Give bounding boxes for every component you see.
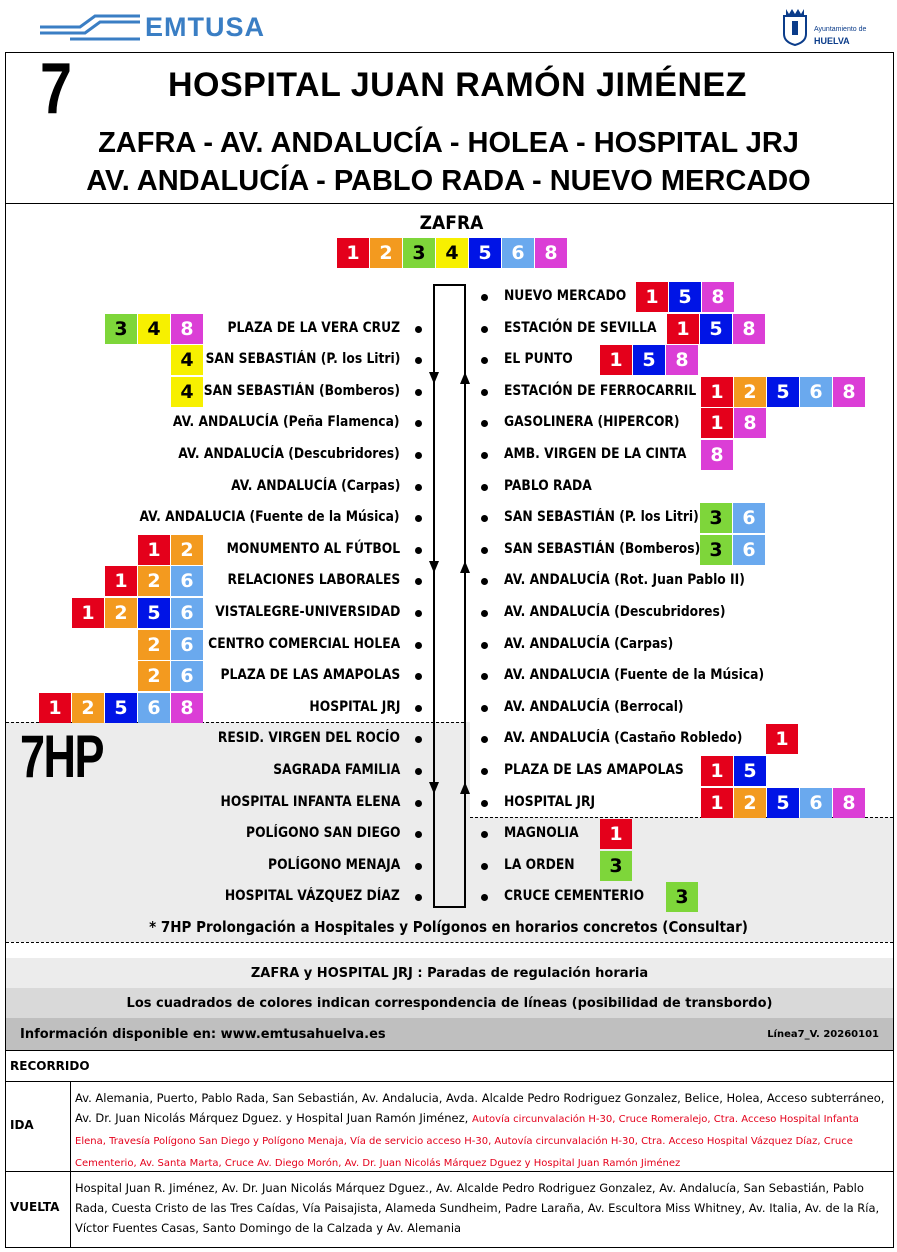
header-separator <box>5 203 894 204</box>
line-badge-8: 8 <box>535 238 567 268</box>
ida-arrow-icon <box>429 372 439 384</box>
ida-stop-name: HOSPITAL VÁZQUEZ DÍAZ <box>225 888 400 905</box>
line-badge-5: 5 <box>633 345 665 375</box>
extension-label: 7HP <box>20 723 104 790</box>
line-badge-6: 6 <box>800 788 832 818</box>
line-badge-2: 2 <box>734 377 766 407</box>
ida-stop-name: CENTRO COMERCIAL HOLEA <box>208 635 400 652</box>
line-badge-4: 4 <box>138 314 170 344</box>
line-badge-1: 1 <box>766 724 798 754</box>
line-badge-1: 1 <box>105 566 137 596</box>
line-badge-5: 5 <box>669 282 701 312</box>
vuelta-stop-name: PLAZA DE LAS AMAPOLAS <box>504 762 684 778</box>
squares-note: Los cuadrados de colores indican correspondencia de líneas (posibilidad de transbordo) <box>6 988 893 1018</box>
line-badge-2: 2 <box>734 788 766 818</box>
vuelta-stop-dot <box>481 610 488 617</box>
line-badge-5: 5 <box>767 377 799 407</box>
line-badge-8: 8 <box>833 788 865 818</box>
ida-route-main: Av. Alemania, Puerto, Pablo Rada, San Sebastián, Av. Andalucia, Avda. Alcalde Pedro Rodriguez Gonzalez, Belice, Holea, Acceso subterráneo, Av. Dr. Juan Nicolás Márquez Dguez. y Hospital Juan Ramón Jiménez, <box>75 1091 885 1125</box>
vuelta-stop-name: SAN SEBASTIÁN (P. los Litri) <box>504 509 699 526</box>
brand-name: EMTUSA <box>145 12 265 42</box>
line-badge-8: 8 <box>833 377 865 407</box>
line-badge-3: 3 <box>403 238 435 268</box>
route-loop-top <box>433 284 466 286</box>
line-badge-8: 8 <box>702 282 734 312</box>
vuelta-label: VUELTA <box>10 1200 60 1214</box>
ida-stop-name: HOSPITAL INFANTA ELENA <box>220 793 400 810</box>
extension-note: * 7HP Prolongación a Hospitales y Polígonos en horarios concretos (Consultar) <box>149 918 748 936</box>
line-badge-6: 6 <box>171 598 203 628</box>
vuelta-stop-dot <box>481 768 488 775</box>
ida-route-text <box>75 1088 885 1174</box>
website-info: Información disponible en: www.emtusahuelva.es <box>20 1026 386 1042</box>
version-label: Línea7_V. 20260101 <box>767 1028 879 1040</box>
ida-stop-name: AV. ANDALUCÍA (Descubridores) <box>178 446 400 462</box>
vuelta-stop-name: AV. ANDALUCÍA (Rot. Juan Pablo II) <box>504 572 745 589</box>
line-badge-1: 1 <box>701 756 733 786</box>
line-title: HOSPITAL JUAN RAMÓN JIMÉNEZ <box>168 66 747 104</box>
ida-stop-dot <box>415 484 422 491</box>
ida-arrow-icon <box>429 782 439 794</box>
line-badge-3: 3 <box>666 882 698 912</box>
ida-stop-name: POLÍGONO MENAJA <box>267 856 400 873</box>
line-badge-5: 5 <box>767 788 799 818</box>
ida-stop-name: AV. ANDALUCIA (Fuente de la Música) <box>139 509 400 526</box>
vuelta-stop-name: CRUCE CEMENTERIO <box>504 888 645 905</box>
line-badge-3: 3 <box>700 503 732 533</box>
ida-stop-name: SAGRADA FAMILIA <box>273 762 400 778</box>
ida-stop-name: MONUMENTO AL FÚTBOL <box>226 540 400 557</box>
vuelta-stop-name: MAGNOLIA <box>504 825 579 842</box>
line-badge-1: 1 <box>667 314 699 344</box>
regulation-note: ZAFRA y HOSPITAL JRJ : Paradas de regulación horaria <box>6 958 893 988</box>
emtusa-logo <box>40 12 140 42</box>
vuelta-stop-name: LA ORDEN <box>504 856 575 873</box>
ida-stop-name: HOSPITAL JRJ <box>308 698 400 715</box>
ida-stop-dot <box>415 768 422 775</box>
vuelta-stop-dot <box>481 547 488 554</box>
line-badge-6: 6 <box>733 503 765 533</box>
line-badge-2: 2 <box>138 661 170 691</box>
line-badge-2: 2 <box>138 630 170 660</box>
line-badge-5: 5 <box>734 756 766 786</box>
vuelta-stop-name: HOSPITAL JRJ <box>504 793 596 810</box>
line-badge-1: 1 <box>636 282 668 312</box>
line-badge-1: 1 <box>138 535 170 565</box>
vuelta-stop-name: AV. ANDALUCÍA (Berrocal) <box>504 698 684 715</box>
line-badge-8: 8 <box>171 693 203 723</box>
vuelta-stop-dot <box>481 484 488 491</box>
line-badge-4: 4 <box>171 377 203 407</box>
vuelta-stop-dot <box>481 705 488 712</box>
ida-stop-name: VISTALEGRE-UNIVERSIDAD <box>214 604 400 620</box>
line-badge-6: 6 <box>171 630 203 660</box>
ida-stop-dot <box>415 452 422 459</box>
vuelta-stop-dot <box>481 326 488 333</box>
vuelta-stop-name: ESTACIÓN DE FERROCARRIL <box>504 382 697 399</box>
line-badge-2: 2 <box>138 566 170 596</box>
line-badge-8: 8 <box>733 314 765 344</box>
ida-stop-dot <box>415 642 422 649</box>
line-badge-4: 4 <box>171 345 203 375</box>
line-badge-1: 1 <box>72 598 104 628</box>
ida-stop-dot <box>415 863 422 870</box>
line-badge-1: 1 <box>701 788 733 818</box>
line-badge-6: 6 <box>171 566 203 596</box>
line-badge-5: 5 <box>138 598 170 628</box>
ida-stop-dot <box>415 610 422 617</box>
ida-label: IDA <box>10 1118 34 1132</box>
city-name: HUELVA <box>814 36 850 46</box>
line-badge-2: 2 <box>72 693 104 723</box>
line-badge-1: 1 <box>600 345 632 375</box>
line-badge-2: 2 <box>370 238 402 268</box>
table-row-border <box>6 1171 893 1172</box>
vuelta-stop-dot <box>481 294 488 301</box>
ida-stop-dot <box>415 326 422 333</box>
vuelta-arrow-icon <box>460 561 470 573</box>
line-badge-6: 6 <box>800 377 832 407</box>
ida-stop-dot <box>415 705 422 712</box>
vuelta-stop-dot <box>481 800 488 807</box>
recorrido-heading: RECORRIDO <box>10 1059 90 1073</box>
line-badge-6: 6 <box>733 535 765 565</box>
line-badge-2: 2 <box>171 535 203 565</box>
line-badge-6: 6 <box>138 693 170 723</box>
vuelta-stop-dot <box>481 642 488 649</box>
terminus-name: ZAFRA <box>419 212 484 234</box>
line-badge-4: 4 <box>436 238 468 268</box>
vuelta-stop-name: GASOLINERA (HIPERCOR) <box>504 414 680 431</box>
ida-stop-name: RESID. VIRGEN DEL ROCÍO <box>217 730 400 747</box>
vuelta-stop-name: EL PUNTO <box>504 351 573 368</box>
line-badge-8: 8 <box>666 345 698 375</box>
vuelta-stop-dot <box>481 452 488 459</box>
table-col-border <box>70 1081 71 1248</box>
line-badge-6: 6 <box>171 661 203 691</box>
city-shield-icon <box>780 6 810 46</box>
ida-stop-name: AV. ANDALUCÍA (Peña Flamenca) <box>173 414 400 431</box>
line-badge-8: 8 <box>734 408 766 438</box>
ida-stop-name: SAN SEBASTIÁN (Bomberos) <box>203 382 400 399</box>
line-badge-8: 8 <box>701 440 733 470</box>
vuelta-stop-name: NUEVO MERCADO <box>504 288 627 304</box>
table-row-border <box>6 1081 893 1082</box>
line-badge-5: 5 <box>469 238 501 268</box>
line-badge-1: 1 <box>337 238 369 268</box>
vuelta-arrow-icon <box>460 372 470 384</box>
line-badge-5: 5 <box>105 693 137 723</box>
ida-route-extension: Autovía circunvalación H-30, Cruce Romeralejo, Ctra. Acceso Hospital Infanta Elena, Travesía Polígono San Diego y Polígono Menaja, Vía de servicio acceso H-30, Autovía circunvalación H-30, Ctra. Acceso Hospital Vázquez Díaz, Cruce Cementerio, Av. Santa Marta, Cruce Av. Diego Morón, Av. Dr. Juan Nicolás Márquez Dguez y Hospital Juan Ramón Jiménez <box>75 1114 859 1169</box>
route-line-2: AV. ANDALUCÍA - PABLO RADA - NUEVO MERCADO <box>86 165 811 197</box>
route-line-1: ZAFRA - AV. ANDALUCÍA - HOLEA - HOSPITAL JRJ <box>98 127 799 159</box>
line-badge-5: 5 <box>700 314 732 344</box>
ida-stop-name: POLÍGONO SAN DIEGO <box>245 825 400 842</box>
ida-stop-name: PLAZA DE LA VERA CRUZ <box>227 319 400 336</box>
line-badge-2: 2 <box>105 598 137 628</box>
ida-arrow-icon <box>429 561 439 573</box>
city-caption: Ayuntamiento de <box>814 26 867 33</box>
vuelta-stop-name: AMB. VIRGEN DE LA CINTA <box>504 446 687 462</box>
vuelta-arrow-icon <box>460 782 470 794</box>
line-badge-3: 3 <box>105 314 137 344</box>
line-badge-3: 3 <box>600 851 632 881</box>
line-badge-1: 1 <box>600 819 632 849</box>
vuelta-stop-name: AV. ANDALUCÍA (Carpas) <box>504 635 674 652</box>
line-badge-1: 1 <box>701 377 733 407</box>
info-band <box>6 1018 893 1050</box>
route-loop-bottom <box>433 906 466 908</box>
line-badge-8: 8 <box>171 314 203 344</box>
ida-stop-dot <box>415 800 422 807</box>
vuelta-stop-name: AV. ANDALUCIA (Fuente de la Música) <box>504 667 765 684</box>
vuelta-stop-name: AV. ANDALUCÍA (Castaño Robledo) <box>504 730 743 747</box>
vuelta-stop-name: ESTACIÓN DE SEVILLA <box>504 319 657 336</box>
vuelta-route-text: Hospital Juan R. Jiménez, Av. Dr. Juan Nicolás Márquez Dguez., Av. Alcalde Pedro Rodriguez Gonzalez, Av. Andalucía, San Sebastián, Pablo Rada, Cuesta Cristo de las Tres Caídas, Vía Paisajista, Alameda Sundheim, Padre Laraña, Av. Escultora Miss Whitney, Av. Italia, Av. de la Ría, Víctor Fuentes Casas, Santo Domingo de la Calzada y Av. Alemania <box>75 1181 880 1235</box>
ida-stop-name: PLAZA DE LAS AMAPOLAS <box>220 667 400 684</box>
line-number: 7 <box>40 49 73 129</box>
logo-arrows-icon <box>40 12 140 42</box>
ida-stop-name: AV. ANDALUCÍA (Carpas) <box>230 477 400 494</box>
line-badge-3: 3 <box>700 535 732 565</box>
ida-stop-dot <box>415 547 422 554</box>
vuelta-stop-dot <box>481 863 488 870</box>
table-top-border <box>6 1050 893 1051</box>
line-badge-1: 1 <box>39 693 71 723</box>
vuelta-stop-name: AV. ANDALUCÍA (Descubridores) <box>504 604 726 620</box>
line-badge-1: 1 <box>701 408 733 438</box>
vuelta-stop-dot <box>481 389 488 396</box>
ida-stop-dot <box>415 389 422 396</box>
line-badge-6: 6 <box>502 238 534 268</box>
vuelta-stop-name: PABLO RADA <box>504 477 592 494</box>
ida-stop-name: RELACIONES LABORALES <box>227 572 400 589</box>
vuelta-stop-name: SAN SEBASTIÁN (Bomberos) <box>504 540 701 557</box>
ida-stop-name: SAN SEBASTIÁN (P. los Litri) <box>205 351 400 368</box>
